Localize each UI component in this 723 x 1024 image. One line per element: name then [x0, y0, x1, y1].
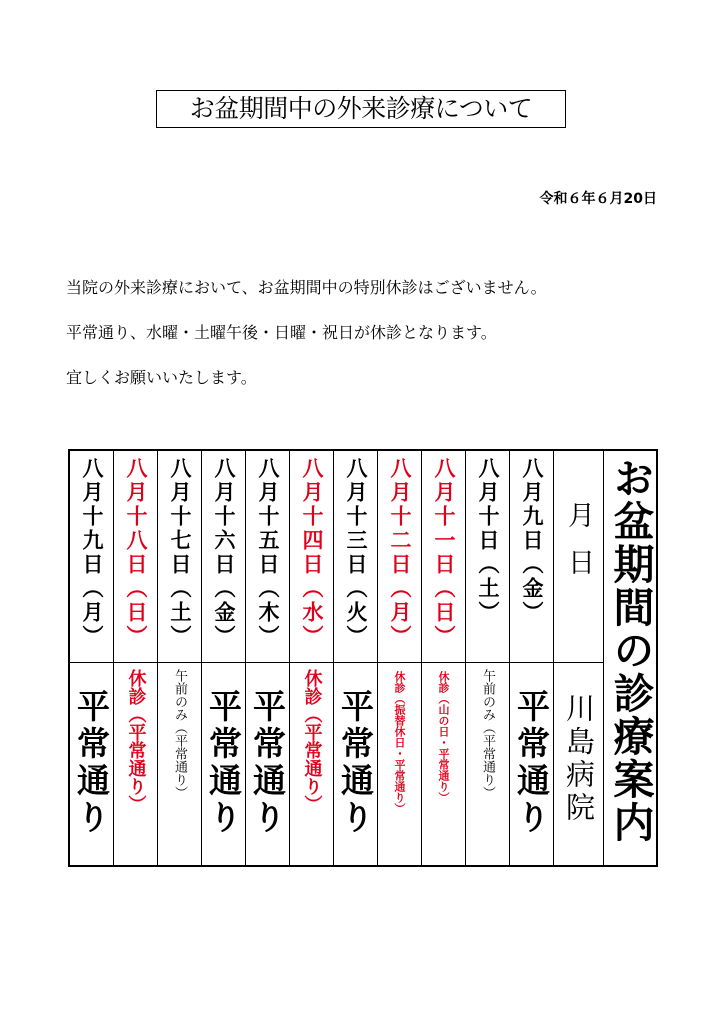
day-status: 平常通り [512, 689, 551, 837]
header-date-label: 月日 [563, 501, 594, 595]
day-date: 八月十三日（火） [344, 457, 368, 649]
day-date: 八月十一日（日） [432, 457, 456, 649]
day-status: 午前のみ（平常通り） [480, 669, 495, 799]
day-date: 八月十日（土） [476, 457, 500, 625]
notice-paragraph-2: 平常通り、水曜・土曜午後・日曜・祝日が休診となります。 [66, 323, 497, 342]
day-column [202, 451, 246, 865]
day-date: 八月十二日（月） [388, 457, 412, 649]
day-date: 八月十九日（月） [80, 457, 104, 649]
day-status: 午前のみ（平常通り） [172, 669, 187, 799]
day-column [114, 451, 158, 865]
schedule-table [68, 449, 658, 867]
day-status: 平常通り [72, 689, 111, 837]
publish-date: 令和６年６月20日 [539, 191, 657, 207]
day-column [510, 451, 554, 865]
day-column [422, 451, 466, 865]
table-title-column [604, 451, 656, 865]
day-date: 八月十四日（水） [300, 457, 324, 649]
day-status: 休診（平常通り） [301, 669, 323, 813]
notice-paragraph-1: 当院の外来診療において、お盆期間中の特別休診はございません。 [66, 278, 547, 297]
hospital-name: 川島病院 [562, 693, 596, 825]
day-column [378, 451, 422, 865]
day-column [466, 451, 510, 865]
day-column [334, 451, 378, 865]
day-column [158, 451, 202, 865]
day-date: 八月十五日（木） [256, 457, 280, 649]
header-column [554, 451, 604, 865]
day-status: 休診（振替休日・平常通り） [393, 671, 406, 814]
day-date: 八月十七日（土） [168, 457, 192, 649]
day-date: 八月九日（金） [520, 457, 544, 625]
day-date: 八月十八日（日） [124, 457, 148, 649]
day-status: 休診（山の日・平常通り） [437, 671, 450, 803]
day-status: 休診（平常通り） [125, 669, 147, 813]
day-column [246, 451, 290, 865]
day-status: 平常通り [204, 689, 243, 837]
day-column [70, 451, 114, 865]
day-status: 平常通り [336, 689, 375, 837]
table-title: お盆期間の診療案内 [606, 457, 655, 844]
day-column [290, 451, 334, 865]
day-date: 八月十六日（金） [212, 457, 236, 649]
day-status: 平常通り [248, 689, 287, 837]
page-title: お盆期間中の外来診療について [156, 90, 566, 128]
notice-paragraph-3: 宜しくお願いいたします。 [66, 368, 257, 387]
